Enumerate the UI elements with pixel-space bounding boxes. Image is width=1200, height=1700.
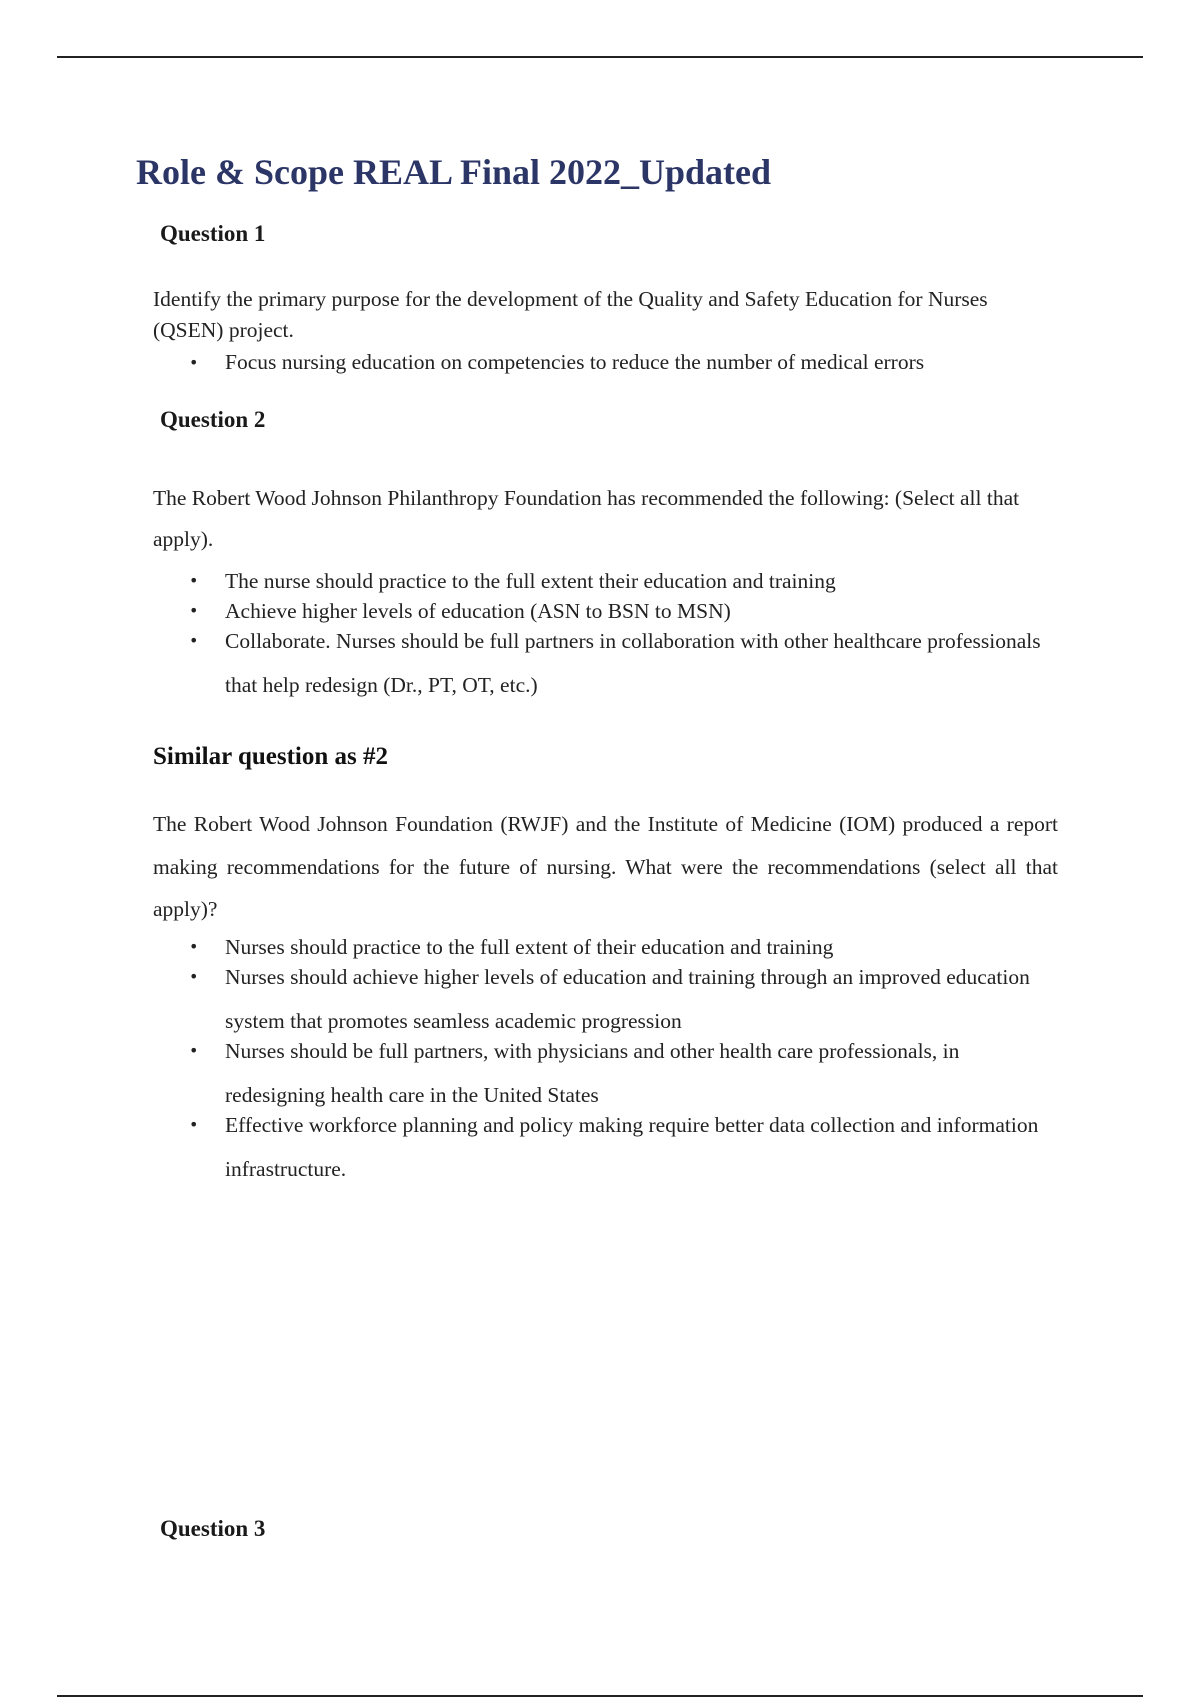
question-2-answer: • Collaborate. Nurses should be full partners in collaboration with other healthcare professionals that help redesign (Dr., PT, OT, etc.)	[153, 619, 1058, 707]
bottom-rule	[57, 1695, 1143, 1697]
similar-question-answer: • Nurses should achieve higher levels of education and training through an improved education system that promotes seamless academic progression	[153, 955, 1058, 1043]
document-title: Role & Scope REAL Final 2022_Updated	[136, 152, 772, 192]
top-rule	[57, 56, 1143, 58]
question-1-answers	[153, 347, 1058, 378]
question-2-heading: Question 2	[160, 407, 266, 432]
similar-question-answer: • Nurses should be full partners, with physicians and other health care professionals, in redesigning health care in the United States	[153, 1029, 1058, 1117]
question-2-answer: • The nurse should practice to the full extent their education and training	[153, 566, 1058, 596]
question-2-answers	[153, 566, 1058, 707]
question-2-answer: • Achieve higher levels of education (ASN to BSN to MSN)	[153, 596, 1058, 626]
similar-question-answer: • Nurses should practice to the full extent of their education and training	[153, 932, 1058, 962]
question-2-prompt: The Robert Wood Johnson Philanthropy Foundation has recommended the following: (Select all that apply).	[153, 486, 1020, 551]
similar-question-answer: • Effective workforce planning and policy making require better data collection and information infrastructure.	[153, 1103, 1058, 1191]
question-1-prompt: Identify the primary purpose for the development of the Quality and Safety Education for Nurses (QSEN) project.	[153, 287, 988, 342]
question-1-heading: Question 1	[160, 221, 266, 246]
similar-question-answers	[153, 932, 1058, 1191]
similar-question-heading: Similar question as #2	[153, 743, 388, 770]
question-3-heading: Question 3	[160, 1516, 266, 1541]
question-1-answer: • Focus nursing education on competencies to reduce the number of medical errors	[153, 347, 1058, 378]
similar-question-prompt: The Robert Wood Johnson Foundation (RWJF) and the Institute of Medicine (IOM) produced a report making recommendations for the future of nursing. What were the recommendations (select all that apply)?	[153, 812, 1058, 921]
